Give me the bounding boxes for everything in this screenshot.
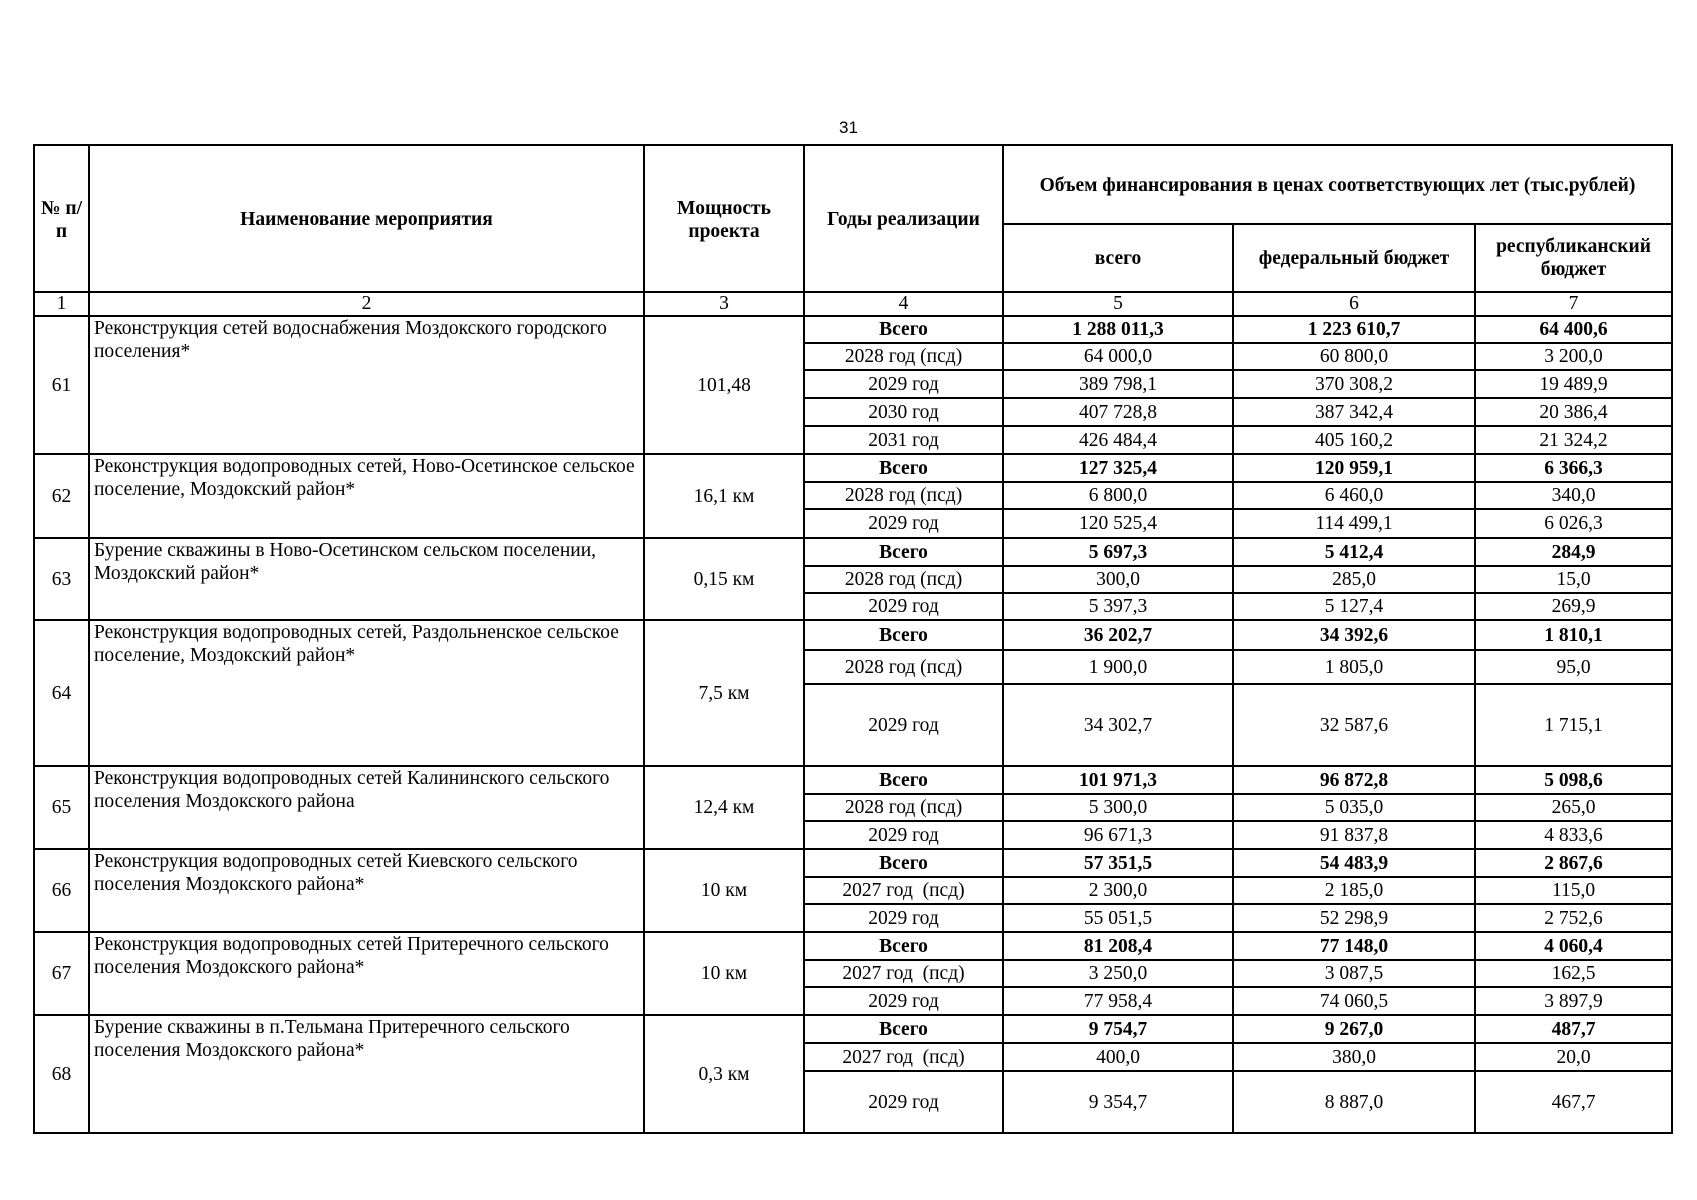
federal-cell: 387 342,4 bbox=[1233, 398, 1475, 426]
federal-cell: 380,0 bbox=[1233, 1043, 1475, 1071]
year-cell: 2029 год bbox=[804, 509, 1003, 538]
federal-cell: 91 837,8 bbox=[1233, 821, 1475, 849]
header-republic: республиканский бюджет bbox=[1475, 224, 1672, 292]
republic-cell: 2 867,6 bbox=[1475, 849, 1672, 877]
item-power: 101,48 bbox=[644, 316, 804, 454]
column-number: 3 bbox=[644, 292, 804, 316]
federal-cell: 8 887,0 bbox=[1233, 1071, 1475, 1133]
item-power: 7,5 км bbox=[644, 620, 804, 766]
column-number: 7 bbox=[1475, 292, 1672, 316]
year-cell: 2029 год bbox=[804, 987, 1003, 1015]
total-cell: 300,0 bbox=[1003, 566, 1233, 593]
total-cell: 1 288 011,3 bbox=[1003, 316, 1233, 343]
federal-cell: 6 460,0 bbox=[1233, 482, 1475, 509]
year-cell: 2028 год (псд) bbox=[804, 343, 1003, 370]
republic-cell: 115,0 bbox=[1475, 877, 1672, 904]
federal-cell: 52 298,9 bbox=[1233, 904, 1475, 932]
header-name: Наименование мероприятия bbox=[89, 145, 644, 292]
year-cell: 2028 год (псд) bbox=[804, 482, 1003, 509]
item-number: 63 bbox=[34, 538, 89, 620]
total-cell: 9 354,7 bbox=[1003, 1071, 1233, 1133]
federal-cell: 54 483,9 bbox=[1233, 849, 1475, 877]
total-cell: 6 800,0 bbox=[1003, 482, 1233, 509]
year-cell: 2029 год bbox=[804, 684, 1003, 766]
year-cell: Всего bbox=[804, 849, 1003, 877]
year-cell: 2031 год bbox=[804, 426, 1003, 454]
year-cell: 2028 год (псд) bbox=[804, 566, 1003, 593]
federal-cell: 32 587,6 bbox=[1233, 684, 1475, 766]
year-cell: Всего bbox=[804, 454, 1003, 482]
federal-cell: 405 160,2 bbox=[1233, 426, 1475, 454]
item-name: Реконструкция водопроводных сетей, Ново-Осетинское сельское поселение, Моздокский район* bbox=[89, 454, 644, 538]
year-cell: 2029 год bbox=[804, 904, 1003, 932]
republic-cell: 3 897,9 bbox=[1475, 987, 1672, 1015]
header-financing: Объем финансирования в ценах соответствующих лет (тыс.рублей) bbox=[1003, 145, 1672, 224]
total-cell: 9 754,7 bbox=[1003, 1015, 1233, 1043]
republic-cell: 269,9 bbox=[1475, 593, 1672, 620]
table-row bbox=[34, 766, 1672, 794]
item-power: 0,3 км bbox=[644, 1015, 804, 1133]
federal-cell: 5 127,4 bbox=[1233, 593, 1475, 620]
item-name: Реконструкция водопроводных сетей Калининского сельского поселения Моздокского района bbox=[89, 766, 644, 849]
total-cell: 96 671,3 bbox=[1003, 821, 1233, 849]
item-name: Реконструкция водопроводных сетей, Раздольненское сельское поселение, Моздокский район* bbox=[89, 620, 644, 766]
header-years: Годы реализации bbox=[804, 145, 1003, 292]
year-cell: Всего bbox=[804, 538, 1003, 566]
item-power: 12,4 км bbox=[644, 766, 804, 849]
item-number: 64 bbox=[34, 620, 89, 766]
item-name: Реконструкция водопроводных сетей Киевского сельского поселения Моздокского района* bbox=[89, 849, 644, 932]
page-number: 31 bbox=[839, 118, 858, 137]
republic-cell: 6 026,3 bbox=[1475, 509, 1672, 538]
table-body bbox=[34, 316, 1672, 1133]
federal-cell: 74 060,5 bbox=[1233, 987, 1475, 1015]
year-cell: 2028 год (псд) bbox=[804, 794, 1003, 821]
total-cell: 2 300,0 bbox=[1003, 877, 1233, 904]
total-cell: 426 484,4 bbox=[1003, 426, 1233, 454]
item-number: 61 bbox=[34, 316, 89, 454]
republic-cell: 20,0 bbox=[1475, 1043, 1672, 1071]
republic-cell: 487,7 bbox=[1475, 1015, 1672, 1043]
federal-cell: 77 148,0 bbox=[1233, 932, 1475, 960]
year-cell: Всего bbox=[804, 1015, 1003, 1043]
table-row bbox=[34, 316, 1672, 343]
column-number: 1 bbox=[34, 292, 89, 316]
item-power: 10 км bbox=[644, 849, 804, 932]
table-row bbox=[34, 1015, 1672, 1043]
federal-cell: 60 800,0 bbox=[1233, 343, 1475, 370]
federal-cell: 3 087,5 bbox=[1233, 960, 1475, 987]
republic-cell: 4 060,4 bbox=[1475, 932, 1672, 960]
federal-cell: 114 499,1 bbox=[1233, 509, 1475, 538]
year-cell: 2027 год (псд) bbox=[804, 1043, 1003, 1071]
item-name: Бурение скважины в п.Тельмана Притеречного сельского поселения Моздокского района* bbox=[89, 1015, 644, 1133]
item-power: 10 км bbox=[644, 932, 804, 1015]
republic-cell: 162,5 bbox=[1475, 960, 1672, 987]
year-cell: 2029 год bbox=[804, 370, 1003, 398]
federal-cell: 285,0 bbox=[1233, 566, 1475, 593]
federal-cell: 5 035,0 bbox=[1233, 794, 1475, 821]
republic-cell: 284,9 bbox=[1475, 538, 1672, 566]
federal-cell: 120 959,1 bbox=[1233, 454, 1475, 482]
republic-cell: 3 200,0 bbox=[1475, 343, 1672, 370]
republic-cell: 1 715,1 bbox=[1475, 684, 1672, 766]
year-cell: Всего bbox=[804, 766, 1003, 794]
year-cell: Всего bbox=[804, 932, 1003, 960]
header-total: всего bbox=[1003, 224, 1233, 292]
column-number: 4 bbox=[804, 292, 1003, 316]
item-power: 0,15 км bbox=[644, 538, 804, 620]
total-cell: 3 250,0 bbox=[1003, 960, 1233, 987]
item-number: 65 bbox=[34, 766, 89, 849]
federal-cell: 5 412,4 bbox=[1233, 538, 1475, 566]
total-cell: 127 325,4 bbox=[1003, 454, 1233, 482]
year-cell: 2030 год bbox=[804, 398, 1003, 426]
total-cell: 36 202,7 bbox=[1003, 620, 1233, 650]
republic-cell: 19 489,9 bbox=[1475, 370, 1672, 398]
total-cell: 400,0 bbox=[1003, 1043, 1233, 1071]
republic-cell: 340,0 bbox=[1475, 482, 1672, 509]
total-cell: 101 971,3 bbox=[1003, 766, 1233, 794]
republic-cell: 64 400,6 bbox=[1475, 316, 1672, 343]
total-cell: 5 397,3 bbox=[1003, 593, 1233, 620]
year-cell: 2027 год (псд) bbox=[804, 960, 1003, 987]
total-cell: 81 208,4 bbox=[1003, 932, 1233, 960]
table-row bbox=[34, 454, 1672, 482]
total-cell: 77 958,4 bbox=[1003, 987, 1233, 1015]
item-power: 16,1 км bbox=[644, 454, 804, 538]
federal-cell: 1 805,0 bbox=[1233, 650, 1475, 684]
column-number: 5 bbox=[1003, 292, 1233, 316]
republic-cell: 1 810,1 bbox=[1475, 620, 1672, 650]
year-cell: 2029 год bbox=[804, 1071, 1003, 1133]
item-number: 62 bbox=[34, 454, 89, 538]
item-number: 66 bbox=[34, 849, 89, 932]
republic-cell: 2 752,6 bbox=[1475, 904, 1672, 932]
total-cell: 55 051,5 bbox=[1003, 904, 1233, 932]
year-cell: Всего bbox=[804, 620, 1003, 650]
republic-cell: 5 098,6 bbox=[1475, 766, 1672, 794]
year-cell: 2029 год bbox=[804, 593, 1003, 620]
total-cell: 407 728,8 bbox=[1003, 398, 1233, 426]
total-cell: 34 302,7 bbox=[1003, 684, 1233, 766]
federal-cell: 9 267,0 bbox=[1233, 1015, 1475, 1043]
total-cell: 389 798,1 bbox=[1003, 370, 1233, 398]
federal-cell: 96 872,8 bbox=[1233, 766, 1475, 794]
republic-cell: 21 324,2 bbox=[1475, 426, 1672, 454]
header-num: № п/п bbox=[34, 145, 89, 292]
total-cell: 120 525,4 bbox=[1003, 509, 1233, 538]
republic-cell: 15,0 bbox=[1475, 566, 1672, 593]
table-row bbox=[34, 849, 1672, 877]
republic-cell: 4 833,6 bbox=[1475, 821, 1672, 849]
federal-cell: 34 392,6 bbox=[1233, 620, 1475, 650]
republic-cell: 265,0 bbox=[1475, 794, 1672, 821]
year-cell: 2028 год (псд) bbox=[804, 650, 1003, 684]
total-cell: 64 000,0 bbox=[1003, 343, 1233, 370]
table-row bbox=[34, 620, 1672, 650]
financing-table bbox=[33, 144, 1673, 1134]
total-cell: 5 697,3 bbox=[1003, 538, 1233, 566]
federal-cell: 1 223 610,7 bbox=[1233, 316, 1475, 343]
year-cell: 2029 год bbox=[804, 821, 1003, 849]
header-power: Мощность проекта bbox=[644, 145, 804, 292]
federal-cell: 2 185,0 bbox=[1233, 877, 1475, 904]
item-name: Реконструкция водопроводных сетей Притеречного сельского поселения Моздокского района* bbox=[89, 932, 644, 1015]
item-number: 68 bbox=[34, 1015, 89, 1133]
total-cell: 5 300,0 bbox=[1003, 794, 1233, 821]
year-cell: 2027 год (псд) bbox=[804, 877, 1003, 904]
total-cell: 1 900,0 bbox=[1003, 650, 1233, 684]
republic-cell: 6 366,3 bbox=[1475, 454, 1672, 482]
item-name: Реконструкция сетей водоснабжения Моздокского городского поселения* bbox=[89, 316, 644, 454]
table-row bbox=[34, 932, 1672, 960]
column-number: 2 bbox=[89, 292, 644, 316]
column-number: 6 bbox=[1233, 292, 1475, 316]
header-federal: федеральный бюджет bbox=[1233, 224, 1475, 292]
total-cell: 57 351,5 bbox=[1003, 849, 1233, 877]
republic-cell: 20 386,4 bbox=[1475, 398, 1672, 426]
republic-cell: 95,0 bbox=[1475, 650, 1672, 684]
year-cell: Всего bbox=[804, 316, 1003, 343]
table-row bbox=[34, 538, 1672, 566]
column-numbers-row bbox=[34, 292, 1672, 316]
federal-cell: 370 308,2 bbox=[1233, 370, 1475, 398]
item-number: 67 bbox=[34, 932, 89, 1015]
republic-cell: 467,7 bbox=[1475, 1071, 1672, 1133]
item-name: Бурение скважины в Ново-Осетинском сельском поселении, Моздокский район* bbox=[89, 538, 644, 620]
